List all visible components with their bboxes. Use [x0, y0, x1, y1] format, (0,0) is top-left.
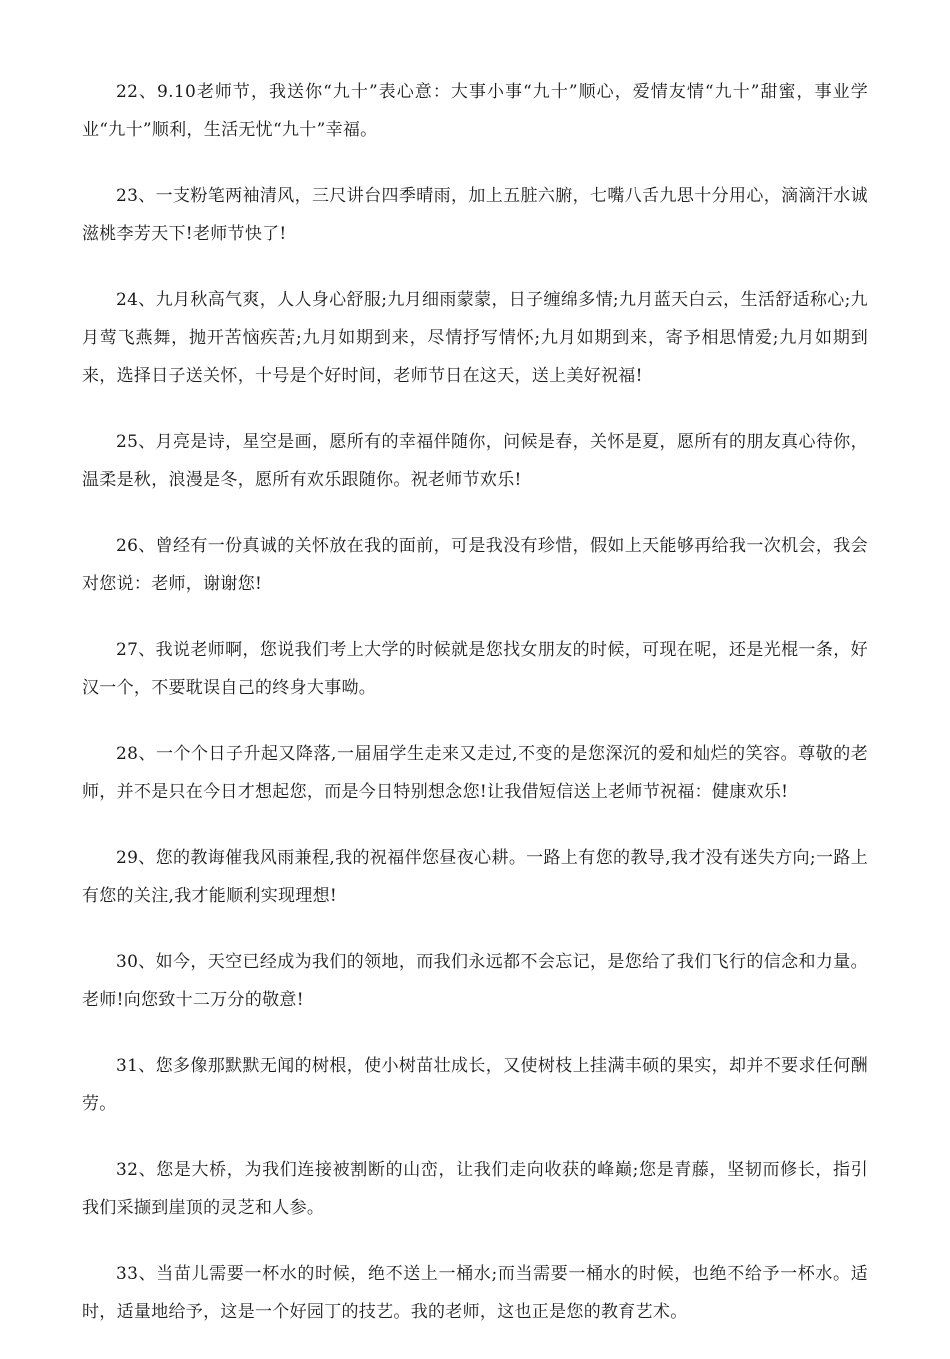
paragraph-33: 33、当苗儿需要一杯水的时候，绝不送上一桶水;而当需要一桶水的时候，也绝不给予一杯水。适时，适量地给予，这是一个好园丁的技艺。我的老师，这也正是您的教育艺术。 [82, 1264, 868, 1322]
paragraph-24: 24、九月秋高气爽，人人身心舒服;九月细雨蒙蒙，日子缠绵多情;九月蓝天白云，生活舒适称心;九月莺飞燕舞，抛开苦恼疾苦;九月如期到来，尽情抒写情怀;九月如期到来，寄予相思情爱;九月如期到来，选择日子送关怀，十号是个好时间，老师节日在这天，送上美好祝福! [82, 290, 868, 386]
paragraph-28: 28、一个个日子升起又降落,一届届学生走来又走过,不变的是您深沉的爱和灿烂的笑容。尊敬的老师，并不是只在今日才想起您，而是今日特别想念您!让我借短信送上老师节祝福：健康欢乐! [82, 744, 868, 802]
paragraph-23: 23、一支粉笔两袖清风，三尺讲台四季晴雨，加上五脏六腑，七嘴八舌九思十分用心，滴滴汗水诚滋桃李芳天下!老师节快了! [82, 186, 868, 244]
document-body [82, 73, 868, 1359]
paragraph-29: 29、您的教诲催我风雨兼程,我的祝福伴您昼夜心耕。一路上有您的教导,我才没有迷失方向;一路上有您的关注,我才能顺利实现理想! [82, 848, 868, 906]
paragraph-22: 22、9.10老师节，我送你“九十”表心意：大事小事“九十”顺心，爱情友情“九十”甜蜜，事业学业“九十”顺利，生活无忧“九十”幸福。 [82, 82, 868, 140]
paragraph-25: 25、月亮是诗，星空是画，愿所有的幸福伴随你，问候是春，关怀是夏，愿所有的朋友真心待你，温柔是秋，浪漫是冬，愿所有欢乐跟随你。祝老师节欢乐! [82, 432, 868, 490]
paragraph-26: 26、曾经有一份真诚的关怀放在我的面前，可是我没有珍惜，假如上天能够再给我一次机会，我会对您说：老师，谢谢您! [82, 536, 868, 594]
paragraph-27: 27、我说老师啊，您说我们考上大学的时候就是您找女朋友的时候，可现在呢，还是光棍一条，好汉一个，不要耽误自己的终身大事呦。 [82, 640, 868, 698]
paragraph-30: 30、如今，天空已经成为我们的领地，而我们永远都不会忘记，是您给了我们飞行的信念和力量。老师!向您致十二万分的敬意! [82, 952, 868, 1010]
paragraph-31: 31、您多像那默默无闻的树根，使小树苗壮成长，又使树枝上挂满丰硕的果实，却并不要求任何酬劳。 [82, 1056, 868, 1114]
paragraph-32: 32、您是大桥，为我们连接被割断的山峦，让我们走向收获的峰巅;您是青藤，坚韧而修长，指引我们采撷到崖顶的灵芝和人参。 [82, 1160, 868, 1218]
